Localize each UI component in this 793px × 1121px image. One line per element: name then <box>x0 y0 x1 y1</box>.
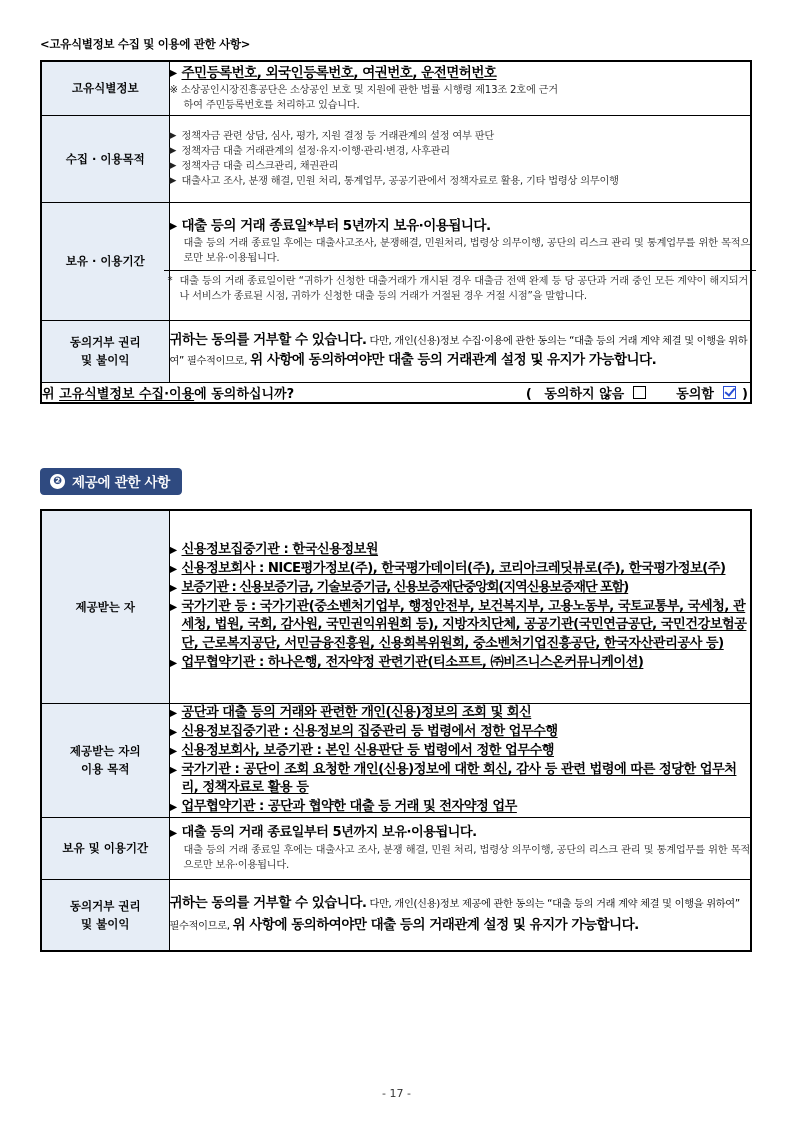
refusal2-text: 귀하는 동의를 거부할 수 있습니다. 다만, 개인(신용)정보 제공에 관한 동의는 “대출 등의 거래 계약 체결 및 이행을 위하여” 필수적이므로, 위 사항에 동의하여야만 대출 등의 거래관계 설정 및 유지가 가능합니다. <box>169 879 751 951</box>
consent-question: 위 고유식별정보 수집·이용에 동의하십니까? <box>42 386 295 402</box>
triangle-bullet-icon: ▶ <box>169 726 177 738</box>
unique-id-table <box>40 60 752 404</box>
label-refusal-line1: 동의거부 권리 <box>69 335 141 349</box>
disagree-checkbox[interactable] <box>633 386 646 399</box>
triangle-bullet-icon: ▶ <box>169 563 177 575</box>
triangle-bullet-icon: ▶ <box>169 764 177 776</box>
row-consent <box>41 382 751 403</box>
label-refusal2-line1: 동의거부 권리 <box>69 898 141 913</box>
retention2-headline: 대출 등의 거래 종료일부터 5년까지 보유·이용됩니다. <box>181 824 477 840</box>
retention2-desc: 대출 등의 거래 종료일 후에는 대출사고 조사, 분쟁 해결, 민원 처리, 법령상 의무이행, 공단의 리스크 관리 및 통계업무를 위한 목적으로만 보유·이용됩니다. <box>183 844 750 871</box>
triangle-bullet-icon: ▶ <box>169 145 177 156</box>
label-refusal-line2: 및 불이익 <box>81 353 130 367</box>
label-refusal2-line2: 및 불이익 <box>81 916 130 931</box>
recipient-purpose-item: ▶ 신용정보집중기관 : 신용정보의 집중관리 등 법령에서 정한 업무수행 <box>170 723 751 742</box>
purpose-item: ▶ 정책자금 대출 거래관계의 설정·유지·이행·관리·변경, 사후관리 <box>169 145 450 157</box>
row-unique-id <box>41 61 751 115</box>
recipient-purpose-item: ▶ 국가기관 : 공단이 조회 요청한 개인(신용)정보에 대한 회신, 감사 등 관련 법령에 따른 정당한 업무처리, 정책자료로 활용 등 <box>169 761 737 796</box>
agree-label: 동의함 <box>676 386 714 402</box>
unique-id-note-line1: 소상공인시장진흥공단은 소상공인 보호 및 지원에 관한 법률 시행령 제13조 2호에 근거 <box>180 84 558 96</box>
asterisk-mark: * <box>167 276 173 287</box>
row-refusal <box>41 320 751 382</box>
purpose-item: ▶ 정책자금 관련 상담, 심사, 평가, 지원 결정 등 거래관계의 설정 여부 판단 <box>169 130 494 142</box>
section2-title: 제공에 관한 사항 <box>72 475 170 491</box>
row-retention <box>41 202 751 320</box>
row-retention2 <box>41 817 751 879</box>
recipient-item: ▶ 신용정보집중기관 : 한국신용정보원 <box>170 541 751 560</box>
provision-table <box>40 509 752 952</box>
row-recipients <box>41 510 751 703</box>
unique-id-note-line2: 하여 주민등록번호를 처리하고 있습니다. <box>183 99 360 111</box>
label-retention: 보유 · 이용기간 <box>41 202 169 320</box>
retention-headline: 대출 등의 거래 종료일*부터 5년까지 보유·이용됩니다. <box>181 218 491 234</box>
page-number: - 17 - <box>382 1087 411 1100</box>
retention-desc: 대출 등의 거래 종료일 후에는 대출사고조사, 분쟁해결, 민원처리, 법령상 의무이행, 공단의 리스크 관리 및 통계업무를 위한 목적으로만 보유·이용됩니다. <box>183 238 750 264</box>
refusal-text: 귀하는 동의를 거부할 수 있습니다. 다만, 개인(신용)정보 수집·이용에 관한 동의는 “대출 등의 거래 계약 체결 및 이행을 위하여” 필수적이므로, 위 사항에 동의하여야만 대출 등의 거래관계 설정 및 유지가 가능합니다. <box>169 320 751 382</box>
circled-number-icon: ❷ <box>50 474 65 489</box>
label-recipient-purpose-line2: 이용 목적 <box>81 762 130 777</box>
recipient-item: ▶ 국가기관 등 : 국가기관(중소벤처기업부, 행정안전부, 보건복지부, 고용노동부, 국토교통부, 국세청, 관세청, 법원, 국회, 감사원, 국민권익위원회 등), 지방자치단체, 공공기관(국민연금공단, 국민건강보험공단, 근로복지공단, 서민금융진흥원, 신용회복위원회, 중소벤처기업진흥공단, 한국자산관리공사 등) <box>169 598 747 652</box>
unique-id-items: 주민등록번호, 외국인등록번호, 여권번호, 운전면허번호 <box>181 64 497 81</box>
recipient-item: ▶ 보증기관 : 신용보증기금, 기술보증기금, 신용보증재단중앙회(지역신용보증재단 포함) <box>170 579 751 598</box>
triangle-bullet-icon: ▶ <box>169 745 177 757</box>
label-recipients: 제공받는 자 <box>41 510 169 703</box>
recipient-item: ▶ 신용정보회사 : NICE평가정보(주), 한국평가데이터(주), 코리아크레딧뷰로(주), 한국평가정보(주) <box>170 560 751 579</box>
triangle-bullet-icon: ▶ <box>169 801 177 813</box>
row-refusal2 <box>41 879 751 951</box>
triangle-bullet-icon: ▶ <box>169 130 177 141</box>
note-mark: ※ <box>169 84 178 96</box>
label-retention2: 보유 및 이용기간 <box>41 817 169 879</box>
triangle-bullet-icon: ▶ <box>169 221 177 232</box>
purpose-item: ▶ 대출사고 조사, 분쟁 해결, 민원 처리, 통계업무, 공공기관에서 정책자료로 활용, 기타 법령상 의무이행 <box>169 175 619 187</box>
triangle-bullet-icon: ▶ <box>169 827 177 839</box>
agree-checkbox[interactable] <box>723 386 736 399</box>
triangle-bullet-icon: ▶ <box>169 582 177 594</box>
label-purpose: 수집 · 이용목적 <box>41 115 169 202</box>
section2-badge <box>40 468 182 495</box>
retention-note: * 대출 등의 거래 종료일이란 “귀하가 신청한 대출거래가 개시된 경우 대출금 전액 완제 등 당 공단과 거래 중인 모든 계약이 해지되거나 서비스가 종료된 시점, 귀하가 신청한 대출 등의 거래가 거절된 경우 거절 시점”을 말합니다. <box>164 270 757 308</box>
disagree-label: 동의하지 않음 <box>544 386 625 402</box>
section1-title: <고유식별정보 수집 및 이용에 관한 사항> <box>40 37 251 51</box>
consent-options: ( 동의하지 않음 동의함 ) <box>525 386 748 402</box>
label-unique-id: 고유식별정보 <box>41 61 169 115</box>
recipient-purpose-item: ▶ 공단과 대출 등의 거래와 관련한 개인(신용)정보의 조회 및 회신 <box>170 704 751 723</box>
recipient-purpose-item: ▶ 업무협약기관 : 공단과 협약한 대출 등 거래 및 전자약정 업무 <box>170 798 751 817</box>
triangle-bullet-icon: ▶ <box>169 601 177 613</box>
triangle-bullet-icon: ▶ <box>169 707 177 719</box>
label-recipient-purpose-line1: 제공받는 자의 <box>69 744 141 759</box>
recipient-purpose-item: ▶ 신용정보회사, 보증기관 : 본인 신용판단 등 법령에서 정한 업무수행 <box>170 742 751 761</box>
triangle-bullet-icon: ▶ <box>169 175 177 186</box>
triangle-bullet-icon: ▶ <box>169 544 177 556</box>
purpose-item: ▶ 정책자금 대출 리스크관리, 채권관리 <box>169 160 339 172</box>
triangle-bullet-icon: ▶ <box>169 160 177 171</box>
row-recipient-purpose <box>41 703 751 817</box>
triangle-bullet-icon: ▶ <box>169 67 177 79</box>
triangle-bullet-icon: ▶ <box>169 657 177 669</box>
recipient-item: ▶ 업무협약기관 : 하나은행, 전자약정 관련기관(티소프트, ㈜비즈니스온커뮤니케이션) <box>170 654 751 673</box>
row-purpose <box>41 115 751 202</box>
